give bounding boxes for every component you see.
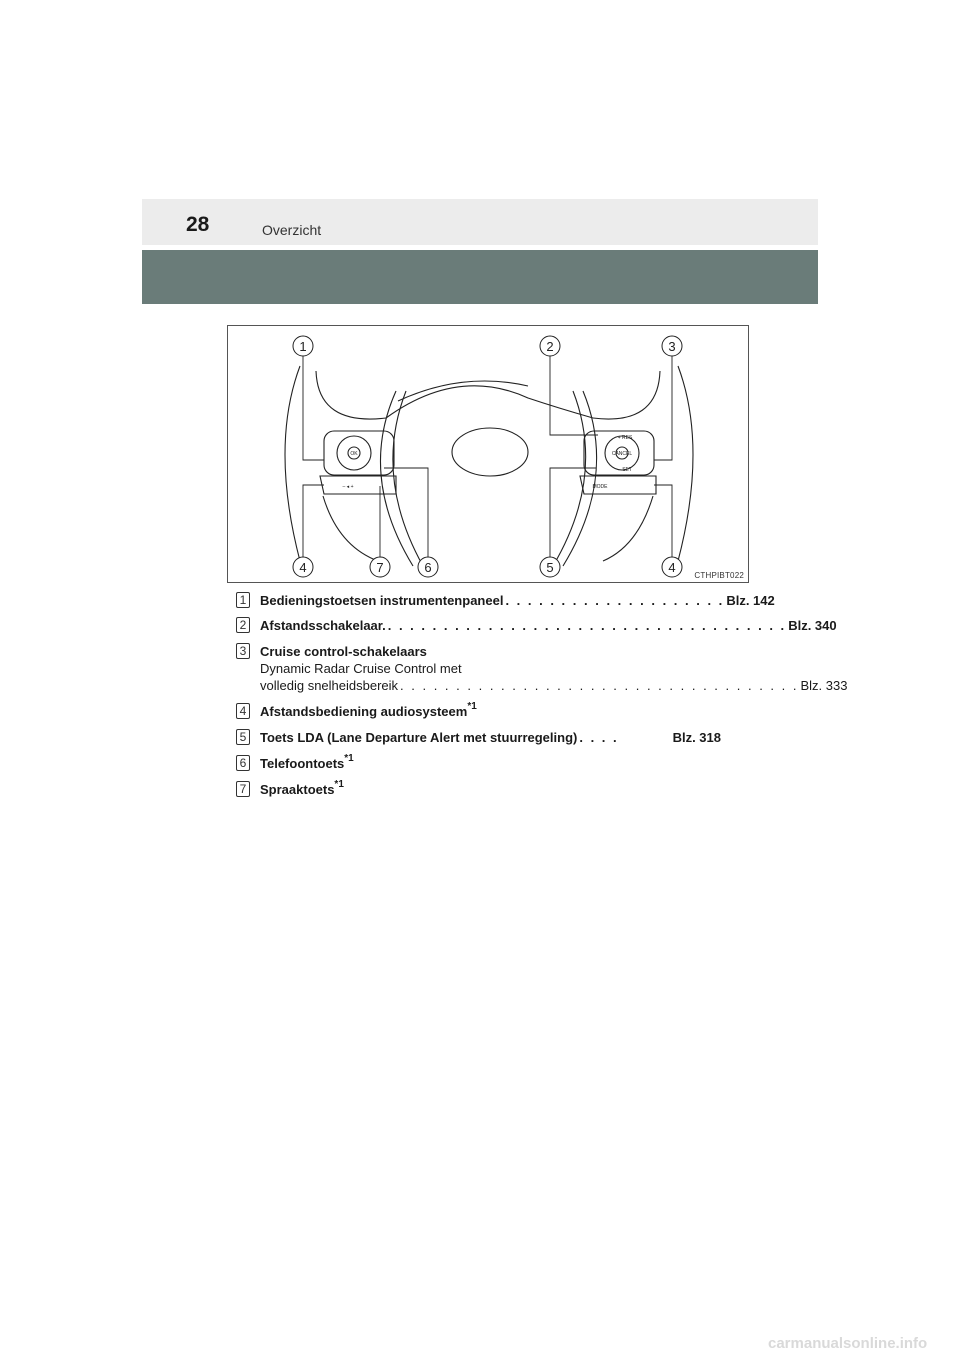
item-number: 6: [236, 755, 250, 771]
item-label: Afstandsbediening audiosysteem: [260, 704, 468, 719]
page-reference[interactable]: Blz. 142: [726, 593, 775, 608]
item-label: Spraaktoets: [260, 782, 335, 797]
item-label: Telefoontoets: [260, 756, 345, 771]
callout-4-left: 4: [299, 560, 307, 575]
leader-dots: . . . . . . . . . . . . . . . . . . . .: [505, 593, 725, 608]
item-number: 1: [236, 592, 250, 608]
steering-wheel-figure: [227, 325, 749, 583]
item-label: Afstandsschakelaar.: [260, 618, 386, 633]
callout-2: 2: [546, 339, 554, 354]
header-bar: [142, 199, 818, 245]
footnote-marker: *1: [334, 779, 344, 790]
callout-5: 5: [546, 560, 554, 575]
steering-wheel-illustration: [228, 326, 750, 584]
leader-dots: . . . . . . . . . . . . . . . . . . . . . . . . . . . . . . . . . . . .: [387, 618, 787, 633]
section-title: Overzicht: [262, 222, 322, 238]
leader-dots: . . . . . . . . . . . . . . . . . . . . . . . . . . . . . . . . . . . .: [400, 678, 799, 693]
item-number: 5: [236, 729, 250, 745]
item-label: Toets LDA (Lane Departure Alert met stuurregeling): [260, 730, 578, 745]
cancel-label: CANCEL: [611, 451, 633, 457]
callout-3: 3: [668, 339, 676, 354]
item-number: 4: [236, 703, 250, 719]
item-number: 2: [236, 617, 250, 633]
callout-7: 7: [376, 560, 384, 575]
page-reference[interactable]: Blz. 333: [800, 678, 848, 693]
watermark: carmanualsonline.info: [768, 1335, 928, 1352]
item-number: 7: [236, 781, 250, 797]
callout-1: 1: [299, 339, 307, 354]
item-label: Cruise control-schakelaars: [260, 644, 427, 659]
set-label: – SET: [618, 467, 632, 473]
callout-4-right: 4: [668, 560, 676, 575]
callout-6: 6: [424, 560, 432, 575]
footnote-marker: *1: [467, 701, 477, 712]
mode-label: MODE: [592, 484, 608, 490]
item-number: 3: [236, 643, 250, 659]
page-number: 28: [186, 213, 210, 236]
volume-label: – ◂ +: [342, 484, 354, 490]
ok-label: OK: [350, 451, 358, 457]
item-label: Bedieningstoetsen instrumentenpaneel: [260, 593, 504, 608]
item-sublabel: volledig snelheidsbereik: [260, 678, 399, 693]
page-reference[interactable]: Blz. 340: [788, 618, 837, 633]
item-sublabel: Dynamic Radar Cruise Control met: [260, 661, 462, 676]
section-banner: [142, 250, 818, 304]
footnote-marker: *1: [344, 753, 354, 764]
res-label: + RES: [617, 435, 633, 441]
figure-code: CTHPIBT022: [694, 571, 744, 580]
leader-dots: . . . .: [579, 730, 619, 745]
page-reference[interactable]: Blz. 318: [672, 730, 721, 745]
